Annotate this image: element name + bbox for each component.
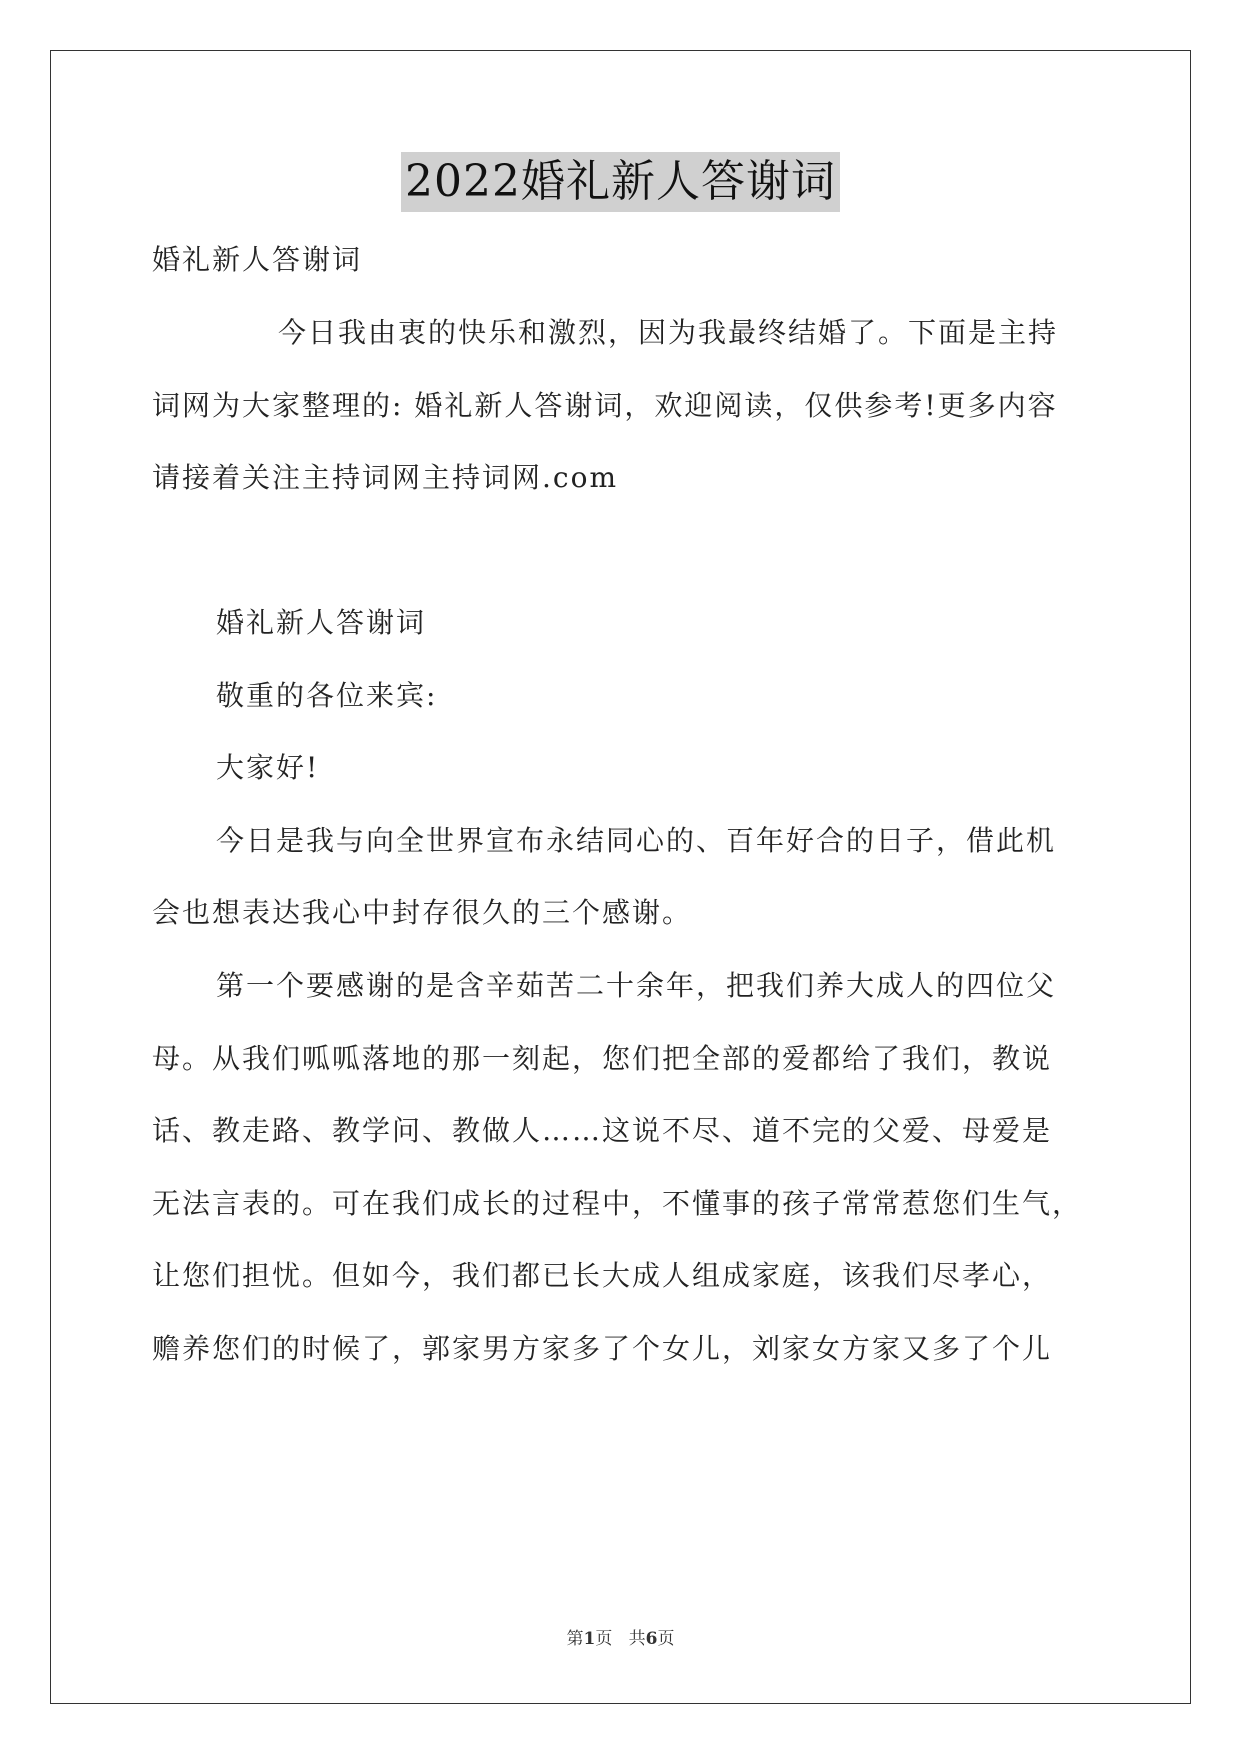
footer-middle: 页 共 <box>595 1629 646 1649</box>
section-heading: 婚礼新人答谢词 <box>152 243 363 276</box>
title-container <box>0 152 1241 212</box>
document-title: 2022婚礼新人答谢词 <box>401 152 840 212</box>
paragraph-2-line-5: 让您们担忧。但如今，我们都已长大成人组成家庭，该我们尽孝心， <box>152 1259 1053 1292</box>
speech-heading: 婚礼新人答谢词 <box>216 606 427 639</box>
paragraph-2-line-1: 第一个要感谢的是含辛茹苦二十余年，把我们养大成人的四位父 <box>216 969 1057 1002</box>
paragraph-2-line-6: 赡养您们的时候了，郭家男方家多了个女儿，刘家女方家又多了个儿 <box>152 1332 1053 1365</box>
paragraph-2-line-3: 话、教走路、教学问、教做人……这说不尽、道不完的父爱、母爱是 <box>152 1114 1053 1147</box>
footer-suffix: 页 <box>657 1629 675 1649</box>
paragraph-2-line-2: 母。从我们呱呱落地的那一刻起，您们把全部的爱都给了我们，教说 <box>152 1042 1053 1075</box>
paragraph-1-line-1: 今日是我与向全世界宣布永结同心的、百年好合的日子，借此机 <box>216 824 1057 857</box>
intro-line-3: 请接着关注主持词网主持词网.com <box>152 461 618 494</box>
current-page-number: 1 <box>583 1629 596 1649</box>
footer-prefix: 第 <box>566 1629 584 1649</box>
paragraph-2-line-4: 无法言表的。可在我们成长的过程中，不懂事的孩子常常惹您们生气， <box>152 1187 1083 1220</box>
paragraph-1-line-2: 会也想表达我心中封存很久的三个感谢。 <box>152 896 693 929</box>
total-page-count: 6 <box>645 1629 658 1649</box>
intro-line-1: 今日我由衷的快乐和激烈，因为我最终结婚了。下面是主持 <box>278 316 1059 349</box>
page-border <box>50 50 1191 1704</box>
greeting: 大家好! <box>216 751 320 784</box>
page-footer <box>0 1627 1241 1651</box>
intro-line-2: 词网为大家整理的: 婚礼新人答谢词，欢迎阅读，仅供参考!更多内容 <box>152 389 1058 422</box>
salutation: 敬重的各位来宾: <box>216 679 438 712</box>
